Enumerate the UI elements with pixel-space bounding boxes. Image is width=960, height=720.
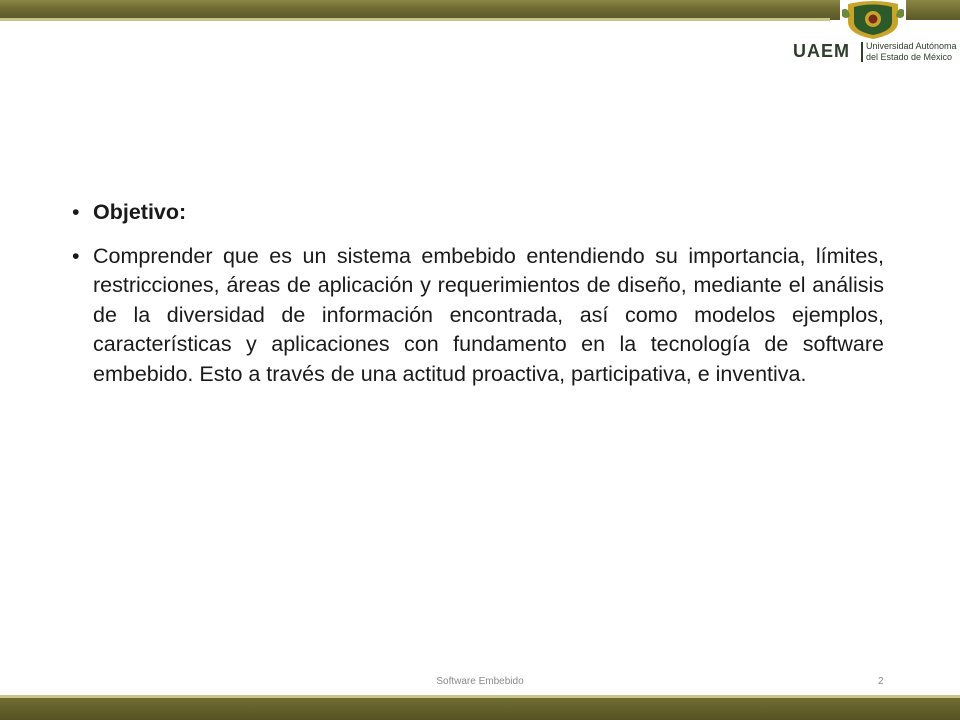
top-band-highlight	[0, 18, 830, 21]
logo-separator	[861, 42, 863, 62]
page-number: 2	[878, 676, 884, 687]
logo-name-line1: Universidad Autónoma	[866, 41, 957, 51]
bullet-dot-icon: •	[72, 200, 80, 224]
logo-name-line2: del Estado de México	[866, 52, 953, 62]
university-crest-icon	[840, 0, 906, 40]
top-decorative-band	[0, 0, 960, 20]
logo-acronym: UAEM	[793, 41, 850, 61]
footer-title: Software Embebido	[436, 676, 524, 687]
bullet-item-title	[72, 198, 884, 228]
objective-description: Comprender que es un sistema embebido entendiendo su importancia, límites, restricciones, áreas de aplicación y requerimientos de diseño, mediante el análisis de la diversidad de información encontrada, así como modelos ejemplos, características y aplicaciones con fundamento en la tecnología de software embebido. Esto a través de una actitud proactiva, participativa, e inventiva.	[93, 243, 884, 386]
bullet-dot-icon: •	[72, 243, 80, 268]
objective-heading: Objetivo:	[93, 200, 187, 224]
logo-university-name	[866, 41, 957, 63]
top-band-right-segment	[905, 0, 960, 20]
bottom-decorative-band	[0, 698, 960, 720]
bullet-item-body	[72, 242, 884, 390]
slide-content	[72, 198, 884, 403]
